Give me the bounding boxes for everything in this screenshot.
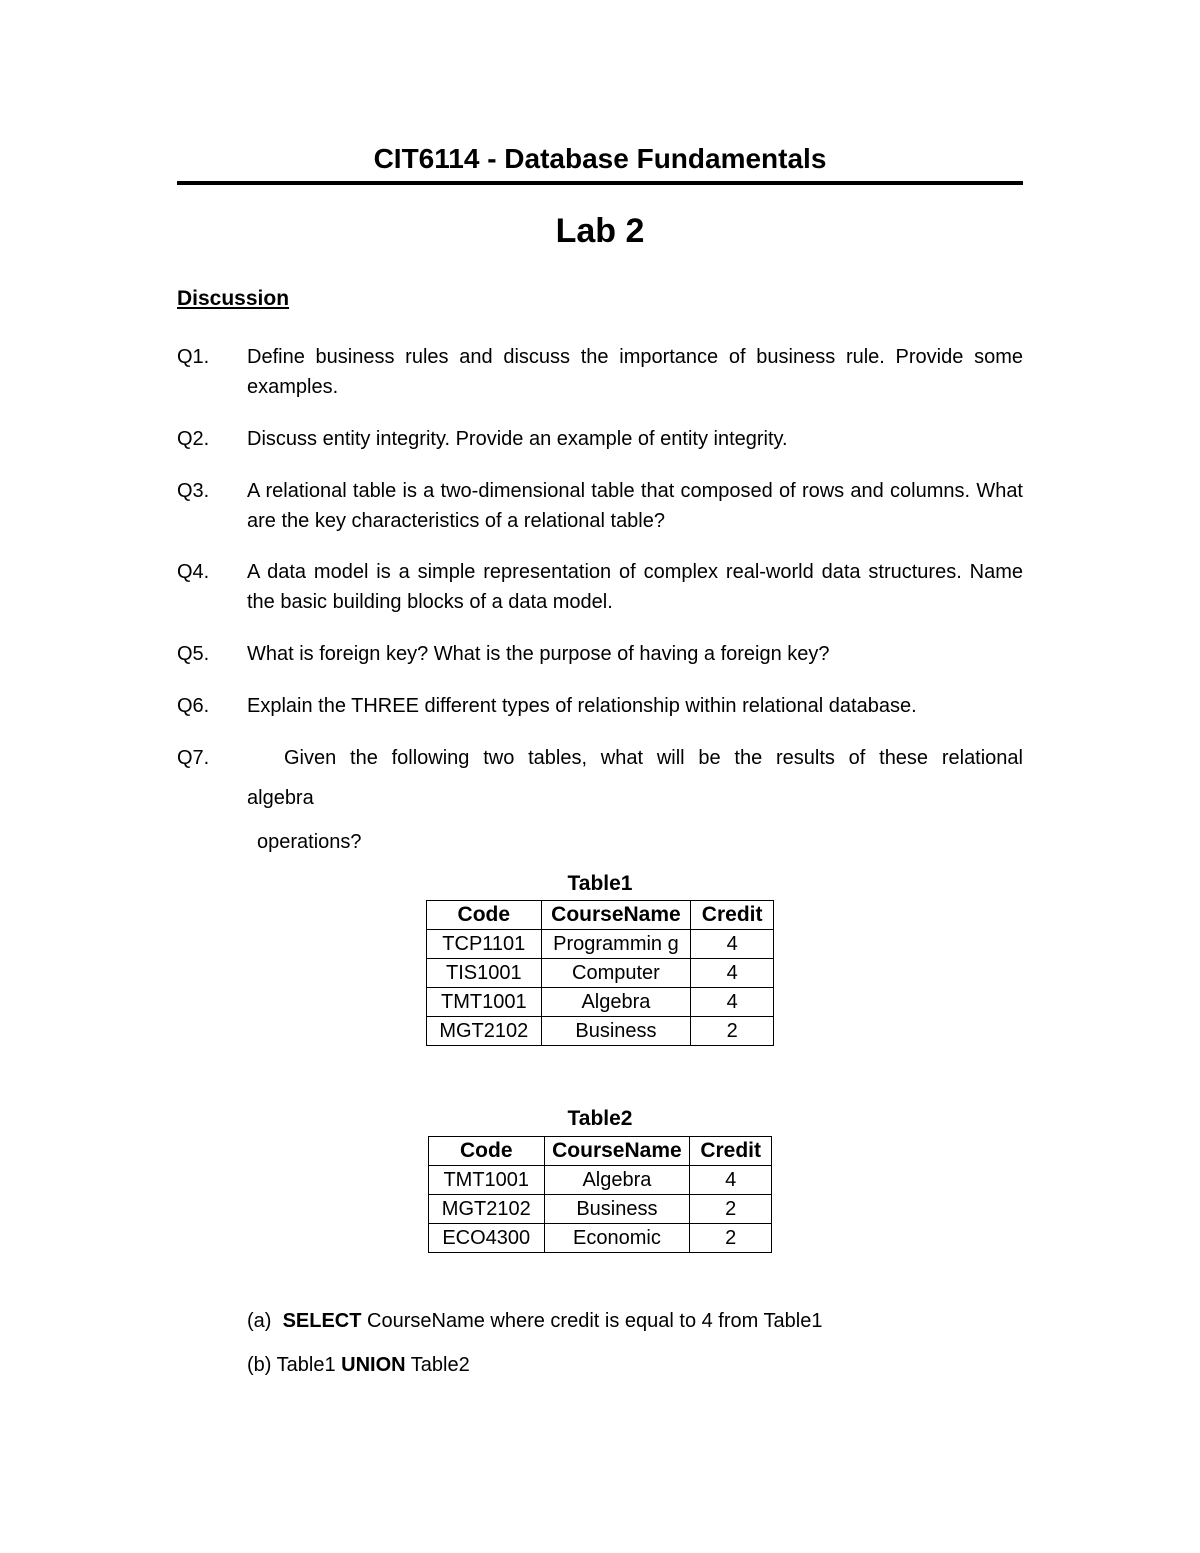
operation-prefix: (a) (247, 1310, 283, 1332)
cell-coursename-text: Programmin g (553, 933, 679, 955)
question-3 (177, 476, 1023, 536)
column-header-credit: Credit (690, 1137, 772, 1166)
question-7-line-2: algebra (247, 787, 314, 809)
column-header-code: Code (427, 901, 542, 930)
cell-coursename (541, 930, 691, 959)
question-text: What is foreign key? What is the purpose of having a foreign key? (247, 643, 830, 665)
operation-keyword: UNION (341, 1354, 406, 1376)
table2-caption: Table2 (567, 1107, 633, 1130)
cell-code: TIS1001 (427, 959, 542, 988)
cell-code: MGT2102 (429, 1195, 545, 1224)
cell-credit: 2 (690, 1195, 772, 1224)
operation-text: CourseName where credit is equal to 4 from Table1 (361, 1310, 823, 1332)
cell-code: TCP1101 (427, 930, 542, 959)
cell-coursename: Algebra (544, 1166, 690, 1195)
cell-code: MGT2102 (427, 1017, 542, 1046)
question-1 (177, 342, 1023, 402)
cell-credit: 4 (691, 988, 774, 1017)
question-number: Q1. (177, 346, 210, 368)
question-number: Q3. (177, 480, 210, 502)
question-text: Explain the THREE different types of relationship within relational database. (247, 695, 917, 717)
question-5 (177, 639, 1023, 669)
operation-keyword: SELECT (282, 1310, 362, 1332)
operation-text: Table2 (405, 1354, 470, 1376)
table-header-row (427, 901, 774, 930)
column-header-coursename: CourseName (544, 1137, 690, 1166)
cell-credit: 2 (691, 1017, 774, 1046)
operation-a (247, 1310, 822, 1333)
question-number: Q7. (177, 747, 210, 769)
question-4 (177, 557, 1023, 617)
cell-code: ECO4300 (429, 1224, 545, 1253)
lab-title: Lab 2 (555, 212, 645, 250)
operation-b (247, 1354, 470, 1377)
question-2 (177, 424, 1023, 454)
table-row (427, 930, 774, 959)
question-number: Q4. (177, 561, 210, 583)
operation-prefix: (b) Table1 (247, 1354, 342, 1376)
cell-coursename: Computer (541, 959, 691, 988)
table-row (429, 1224, 772, 1253)
table-row (429, 1195, 772, 1224)
cell-credit: 2 (690, 1224, 772, 1253)
table1-caption: Table1 (567, 872, 633, 895)
question-number: Q2. (177, 428, 210, 450)
cell-coursename: Economic (544, 1224, 690, 1253)
column-header-code: Code (429, 1137, 545, 1166)
table-row (429, 1166, 772, 1195)
question-number: Q5. (177, 643, 210, 665)
title-divider (177, 181, 1023, 185)
column-header-credit: Credit (691, 901, 774, 930)
question-text: Define business rules and discuss the importance of business rule. Provide some examples. (247, 346, 1023, 398)
question-number: Q6. (177, 695, 210, 717)
cell-code: TMT1001 (429, 1166, 545, 1195)
table1 (426, 900, 774, 1046)
question-text: A relational table is a two-dimensional table that composed of rows and columns. What are the key characteristics of a relational table? (247, 480, 1023, 532)
cell-coursename: Business (544, 1195, 690, 1224)
cell-credit: 4 (691, 930, 774, 959)
cell-code: TMT1001 (427, 988, 542, 1017)
table-row (427, 959, 774, 988)
cell-coursename: Algebra (541, 988, 691, 1017)
question-text: Given the following two tables, what will be the results of these relational (284, 747, 1023, 769)
table-row (427, 988, 774, 1017)
table-header-row (429, 1137, 772, 1166)
cell-credit: 4 (691, 959, 774, 988)
question-7-line-1 (247, 743, 1023, 773)
column-header-coursename: CourseName (541, 901, 691, 930)
question-6 (177, 691, 1023, 721)
question-text: Discuss entity integrity. Provide an example of entity integrity. (247, 428, 788, 450)
cell-credit: 4 (690, 1166, 772, 1195)
question-text: A data model is a simple representation of complex real-world data structures. Name the basic building blocks of a data model. (247, 561, 1023, 613)
cell-coursename: Business (541, 1017, 691, 1046)
table-row (427, 1017, 774, 1046)
course-title: CIT6114 - Database Fundamentals (373, 143, 827, 174)
question-7-line-3: operations? (257, 831, 362, 853)
table2 (428, 1136, 772, 1253)
section-heading: Discussion (177, 287, 290, 310)
